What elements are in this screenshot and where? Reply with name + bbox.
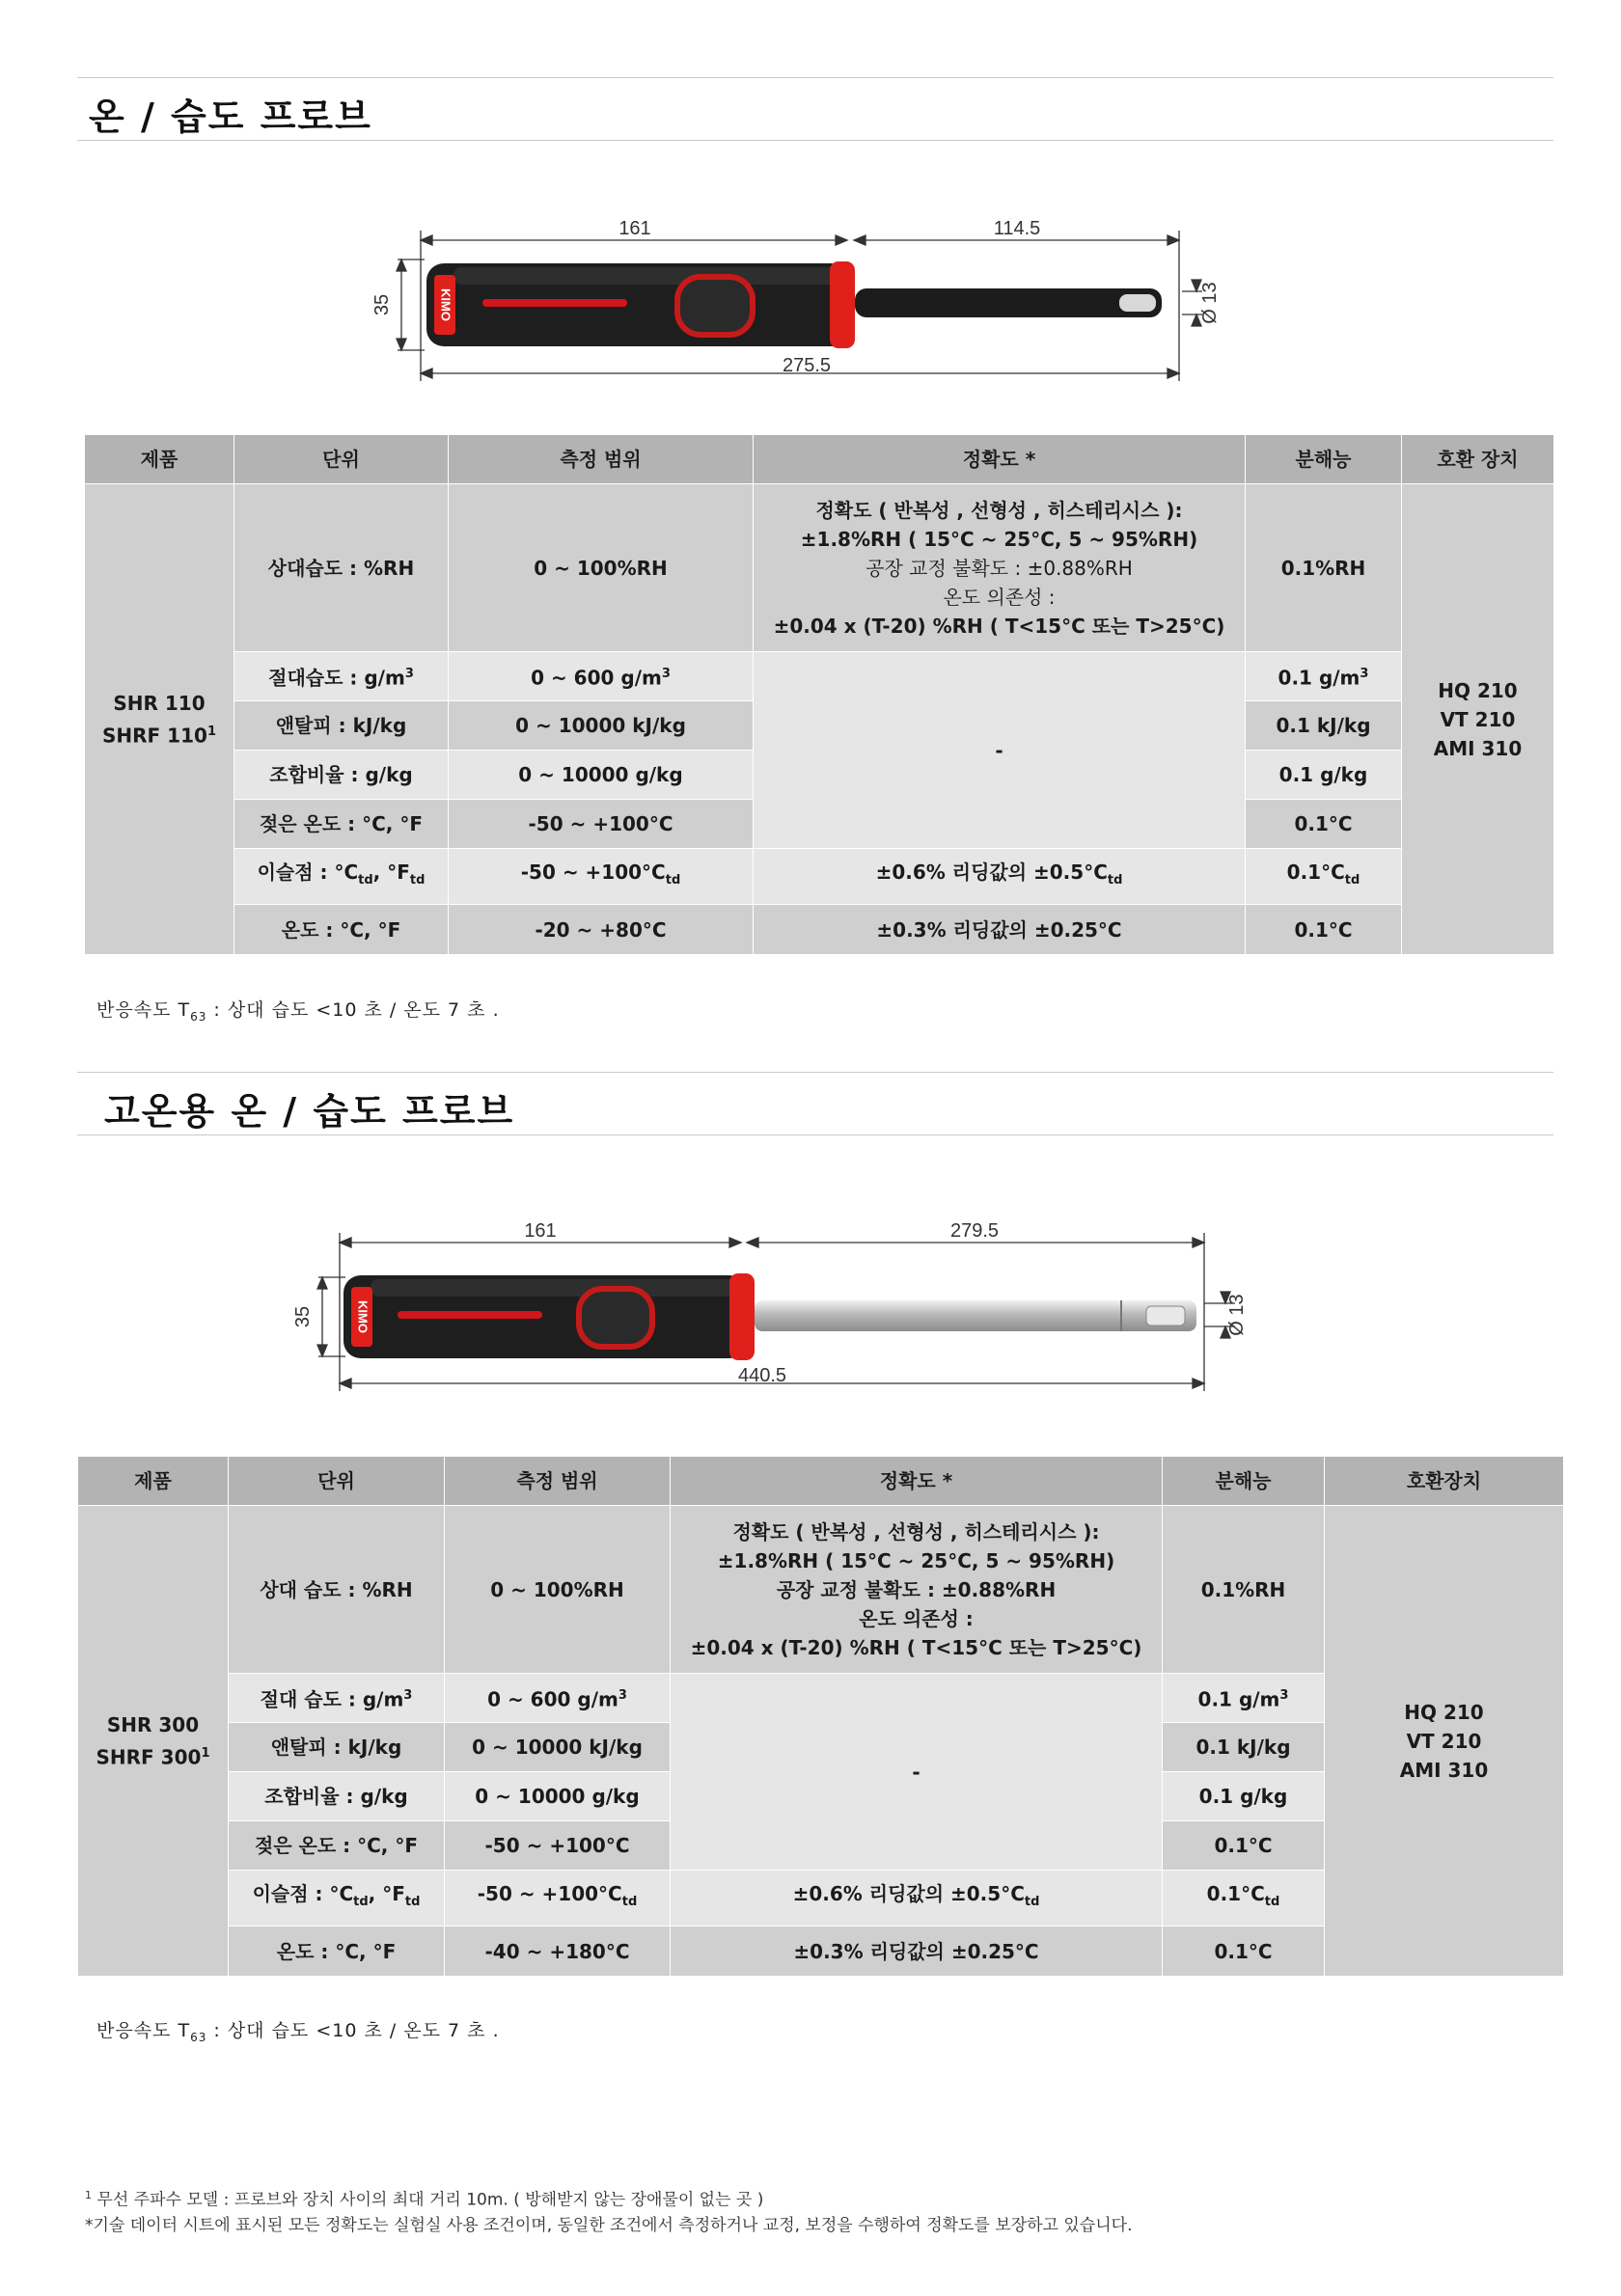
table-row [85,652,1554,701]
dim-height: 35 [371,293,393,316]
section2-top-rule [77,1072,1553,1073]
accuracy-dash-cell: - [671,1674,1163,1871]
range-cell: 0 ~ 10000 g/kg [449,751,754,800]
unit-cell: 온도 : °C, °F [229,1927,445,1977]
col-header-resolution: 분해능 [1163,1457,1325,1506]
col-header-resolution: 분해능 [1246,435,1402,484]
resolution-cell: 0.1°C [1246,905,1402,955]
section2-title-rule [77,1134,1553,1135]
range-cell: -50 ~ +100°C [449,800,754,849]
resolution-cell: 0.1°C [1163,1821,1325,1871]
compat-cell: HQ 210 VT 210 AMI 310 [1325,1506,1564,1977]
section1-spec-table [84,434,1554,955]
section1-response-time: 반응속도 $T_{63}$ : 상대 습도 <10 초 / 온도 7 초 . [96,999,500,1024]
probe-red-collar [830,261,855,348]
section2-response-time: 반응속도 $T_{63}$ : 상대 습도 <10 초 / 온도 7 초 . [96,2020,500,2044]
resolution-cell: 0.1°C [1246,800,1402,849]
section1-probe-figure [367,217,1254,391]
probe-shaft [855,288,1162,317]
resolution-cell: 0.1%RH [1163,1506,1325,1674]
accuracy-cell: ±0.6% 리딩값의 $\pm 0.5^\circ C_{td}$ [754,849,1246,905]
section1-title-rule [77,140,1553,141]
table-header-row [78,1457,1564,1506]
unit-cell: 이슬점 : $^\circ C_{td}$, $^\circ F_{td}$ [234,849,449,905]
accuracy-cell: ±0.3% 리딩값의 ±0.25°C [671,1927,1163,1977]
dim-height: 35 [292,1305,314,1328]
resolution-cell: 0.1 $g/m^3$ [1163,1674,1325,1723]
dim-shaft-length: 279.5 [949,1220,1000,1242]
resolution-cell: 0.1 g/kg [1246,751,1402,800]
col-header-unit: 단위 [229,1457,445,1506]
range-cell: 0 ~ 10000 kJ/kg [449,701,754,751]
unit-cell: 이슬점 : $^\circ C_{td}$, $^\circ F_{td}$ [229,1871,445,1927]
col-header-range: 측정 범위 [445,1457,671,1506]
range-cell: -50 ~ +100°C [445,1821,671,1871]
range-cell: 0 ~ 10000 kJ/kg [445,1723,671,1772]
product-cell [78,1506,229,1977]
unit-cell: 앤탈피 : kJ/kg [234,701,449,751]
footnote-rf-model: $^1$ 무선 주파수 모델 : 프로브와 장치 사이의 최대 거리 10m. ( 방해받지 않는 장애물이 없는 곳 ) [85,2189,764,2210]
resolution-cell: 0.1 kJ/kg [1163,1723,1325,1772]
table-row [85,484,1554,652]
dim-total-length: 275.5 [782,355,832,376]
unit-cell: 젖은 온도 : °C, °F [229,1821,445,1871]
probe-red-collar [729,1273,755,1360]
unit-cell: 조합비율 : g/kg [229,1772,445,1821]
accuracy-cell: ±0.6% 리딩값의 $\pm 0.5^\circ C_{td}$ [671,1871,1163,1927]
resolution-cell: 0.1°C [1163,1927,1325,1977]
range-cell: 0 ~ 600 $g/m^3$ [445,1674,671,1723]
range-cell: -20 ~ +80°C [449,905,754,955]
unit-cell: 상대 습도 : %RH [229,1506,445,1674]
unit-cell: 앤탈피 : kJ/kg [229,1723,445,1772]
range-cell: -50 ~ $+100^\circ C_{td}$ [449,849,754,905]
unit-cell: 절대 습도 : $g/m^3$ [229,1674,445,1723]
range-cell: 0 ~ 100%RH [445,1506,671,1674]
probe-steel-shaft [755,1300,1196,1331]
brand-logo: KIMO [438,288,453,321]
col-header-accuracy: 정확도 * [754,435,1246,484]
brand-logo: KIMO [355,1300,371,1333]
product-name: SHR 110 [113,691,206,715]
unit-cell: 절대습도 : $g/m^3$ [234,652,449,701]
range-cell: 0 ~ 600 $g/m^3$ [449,652,754,701]
dim-handle-length: 161 [618,218,651,239]
section2-title: 고온용 온 / 습도 프로브 [104,1090,515,1133]
product-name-rf: SHRF $300^1$ [96,1745,210,1769]
section1-title: 온 / 습도 프로브 [89,96,372,138]
accuracy-cell: ±0.3% 리딩값의 ±0.25°C [754,905,1246,955]
col-header-range: 측정 범위 [449,435,754,484]
range-cell: -50 ~ $+100^\circ C_{td}$ [445,1871,671,1927]
product-name: SHR 300 [106,1712,200,1736]
product-name-rf: SHRF $110^1$ [102,724,216,748]
resolution-cell: 0.1 g/kg [1163,1772,1325,1821]
table-row [85,849,1554,905]
accuracy-dash-cell: - [754,652,1246,849]
range-cell: -40 ~ +180°C [445,1927,671,1977]
resolution-cell: $0.1^\circ C_{td}$ [1163,1871,1325,1927]
col-header-product: 제품 [78,1457,229,1506]
resolution-cell: 0.1%RH [1246,484,1402,652]
dim-diameter: Ø 13 [1226,1294,1248,1336]
dim-total-length: 440.5 [737,1365,787,1386]
dim-diameter: Ø 13 [1199,282,1221,324]
col-header-product: 제품 [85,435,234,484]
footnote-accuracy: *기술 데이터 시트에 표시된 모든 정확도는 실험실 사용 조건이며, 동일한 조건에서 측정하거나 교정, 보정을 수행하여 정확도를 보장하고 있습니다. [85,2215,1133,2235]
section2-spec-table [77,1456,1564,1977]
unit-cell: 조합비율 : g/kg [234,751,449,800]
col-header-accuracy: 정확도 * [671,1457,1163,1506]
table-row [85,905,1554,955]
table-header-row [85,435,1554,484]
dim-handle-length: 161 [524,1220,557,1242]
section1-top-rule [77,77,1553,78]
unit-cell: 젖은 온도 : °C, °F [234,800,449,849]
range-cell: 0 ~ 10000 g/kg [445,1772,671,1821]
unit-cell: 온도 : °C, °F [234,905,449,955]
footnotes [85,2183,1132,2238]
accuracy-rh-cell: 정확도 ( 반복성 , 선형성 , 히스테리시스 ): ±1.8%RH ( 15°C ~ 25°C, 5 ~ 95%RH) 공장 교정 불확도 : ±0.88%RH 온도 의존성 : ±0.04 x (T-20) %RH ( T<15°C 또는 T>25°C) [671,1506,1163,1674]
dim-shaft-length: 114.5 [993,218,1041,239]
col-header-compat: 호환장치 [1325,1457,1564,1506]
col-header-compat: 호환 장치 [1402,435,1554,484]
resolution-cell: 0.1 kJ/kg [1246,701,1402,751]
table-row [78,1506,1564,1674]
accuracy-rh-cell: 정확도 ( 반복성 , 선형성 , 히스테리시스 ): ±1.8%RH ( 15°C ~ 25°C, 5 ~ 95%RH) 공장 교정 불확도 : ±0.88%RH 온도 의존성 : ±0.04 x (T-20) %RH ( T<15°C 또는 T>25°C) [754,484,1246,652]
range-cell: 0 ~ 100%RH [449,484,754,652]
section2-probe-figure [289,1217,1264,1401]
product-cell [85,484,234,955]
resolution-cell: $0.1^\circ C_{td}$ [1246,849,1402,905]
col-header-unit: 단위 [234,435,449,484]
compat-cell: HQ 210 VT 210 AMI 310 [1402,484,1554,955]
unit-cell: 상대습도 : %RH [234,484,449,652]
resolution-cell: 0.1 $g/m^3$ [1246,652,1402,701]
